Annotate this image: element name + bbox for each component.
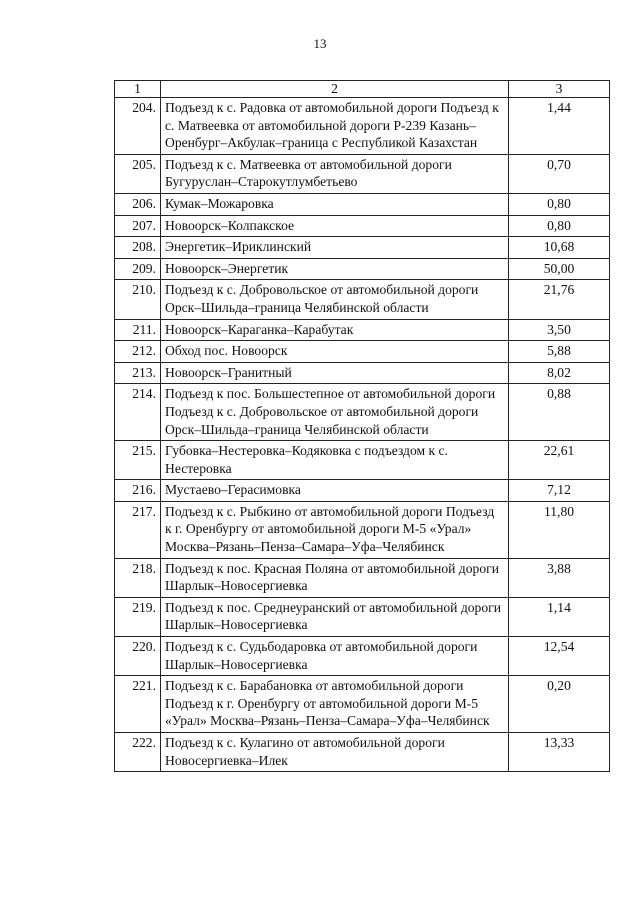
row-number: 216. <box>115 480 161 502</box>
roads-table <box>114 80 610 772</box>
column-header-3: 3 <box>509 81 610 98</box>
road-length: 50,00 <box>509 258 610 280</box>
road-name: Губовка–Нестеровка–Кодяковка с подъездом к с. Нестеровка <box>161 441 509 480</box>
road-length: 0,20 <box>509 676 610 733</box>
table-row <box>115 319 610 341</box>
road-length: 11,80 <box>509 501 610 558</box>
road-name: Подъезд к с. Барабановка от автомобильной дороги Подъезд к г. Оренбургу от автомобильной дороги М-5 «Урал» Москва–Рязань–Пенза–Самара–Уфа–Челябинск <box>161 676 509 733</box>
row-number: 206. <box>115 193 161 215</box>
table-row <box>115 384 610 441</box>
road-length: 0,80 <box>509 193 610 215</box>
road-name: Подъезд к с. Кулагино от автомобильной дороги Новосергиевка–Илек <box>161 733 509 772</box>
road-name: Подъезд к пос. Красная Поляна от автомобильной дороги Шарлык–Новосергиевка <box>161 558 509 597</box>
road-length: 13,33 <box>509 733 610 772</box>
row-number: 222. <box>115 733 161 772</box>
road-length: 7,12 <box>509 480 610 502</box>
road-length: 1,14 <box>509 597 610 636</box>
road-length: 5,88 <box>509 341 610 363</box>
table-row <box>115 280 610 319</box>
road-length: 0,70 <box>509 154 610 193</box>
row-number: 211. <box>115 319 161 341</box>
page-number: 13 <box>313 36 327 51</box>
table-row <box>115 501 610 558</box>
table-row <box>115 480 610 502</box>
road-length: 0,80 <box>509 215 610 237</box>
column-header-2: 2 <box>161 81 509 98</box>
column-header-1: 1 <box>115 81 161 98</box>
row-number: 212. <box>115 341 161 363</box>
road-name: Подъезд к пос. Среднеуранский от автомобильной дороги Шарлык–Новосергиевка <box>161 597 509 636</box>
table-row <box>115 215 610 237</box>
row-number: 213. <box>115 362 161 384</box>
road-name: Подъезд к пос. Большестепное от автомобильной дороги Подъезд к с. Добровольское от автомобильной дороги Орск–Шильда–граница Челябинской области <box>161 384 509 441</box>
table-row <box>115 98 610 155</box>
row-number: 208. <box>115 237 161 259</box>
table-row <box>115 733 610 772</box>
row-number: 204. <box>115 98 161 155</box>
road-name: Кумак–Можаровка <box>161 193 509 215</box>
row-number: 218. <box>115 558 161 597</box>
road-length: 0,88 <box>509 384 610 441</box>
road-name: Подъезд к с. Матвеевка от автомобильной дороги Бугуруслан–Старокутлумбетьево <box>161 154 509 193</box>
road-length: 8,02 <box>509 362 610 384</box>
row-number: 205. <box>115 154 161 193</box>
row-number: 210. <box>115 280 161 319</box>
road-length: 1,44 <box>509 98 610 155</box>
road-length: 12,54 <box>509 637 610 676</box>
table-row <box>115 637 610 676</box>
table-row <box>115 154 610 193</box>
road-name: Подъезд к с. Радовка от автомобильной дороги Подъезд к с. Матвеевка от автомобильной дороги Р-239 Казань–Оренбург–Акбулак–граница с Республикой Казахстан <box>161 98 509 155</box>
row-number: 209. <box>115 258 161 280</box>
table-row <box>115 676 610 733</box>
table-header-row <box>115 81 610 98</box>
row-number: 221. <box>115 676 161 733</box>
table-row <box>115 362 610 384</box>
road-name: Подъезд к с. Рыбкино от автомобильной дороги Подъезд к г. Оренбургу от автомобильной дороги М-5 «Урал» Москва–Рязань–Пенза–Самара–Уфа–Челябинск <box>161 501 509 558</box>
table-row <box>115 193 610 215</box>
row-number: 220. <box>115 637 161 676</box>
road-length: 21,76 <box>509 280 610 319</box>
table-row <box>115 237 610 259</box>
road-name: Энергетик–Ириклинский <box>161 237 509 259</box>
row-number: 207. <box>115 215 161 237</box>
row-number: 215. <box>115 441 161 480</box>
table-row <box>115 258 610 280</box>
table-row <box>115 441 610 480</box>
row-number: 214. <box>115 384 161 441</box>
row-number: 217. <box>115 501 161 558</box>
road-length: 3,50 <box>509 319 610 341</box>
road-name: Мустаево–Герасимовка <box>161 480 509 502</box>
road-length: 3,88 <box>509 558 610 597</box>
road-name: Новоорск–Гранитный <box>161 362 509 384</box>
road-name: Новоорск–Колпакское <box>161 215 509 237</box>
road-name: Подъезд к с. Судьбодаровка от автомобильной дороги Шарлык–Новосергиевка <box>161 637 509 676</box>
row-number: 219. <box>115 597 161 636</box>
table-row <box>115 597 610 636</box>
road-name: Новоорск–Энергетик <box>161 258 509 280</box>
road-name: Обход пос. Новоорск <box>161 341 509 363</box>
table-row <box>115 558 610 597</box>
road-name: Новоорск–Караганка–Карабутак <box>161 319 509 341</box>
road-name: Подъезд к с. Добровольское от автомобильной дороги Орск–Шильда–граница Челябинской области <box>161 280 509 319</box>
road-length: 22,61 <box>509 441 610 480</box>
table-row <box>115 341 610 363</box>
road-length: 10,68 <box>509 237 610 259</box>
